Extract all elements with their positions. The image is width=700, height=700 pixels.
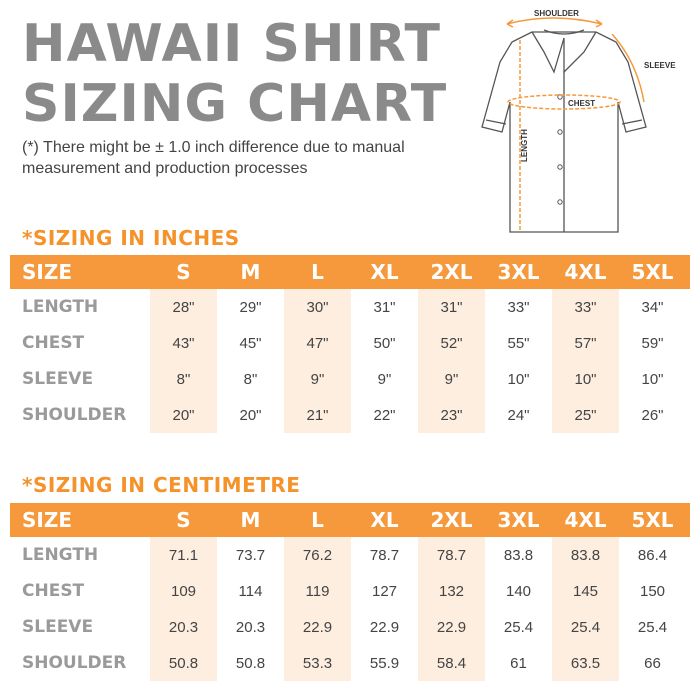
table-cell: 31" xyxy=(418,289,485,325)
table-cell: 33" xyxy=(507,298,530,316)
table-cell: 47" xyxy=(284,325,351,361)
table-cell: 20" xyxy=(239,406,262,424)
inches-section-title: *SIZING IN INCHES xyxy=(22,226,240,250)
header-size-5xl: 5XL xyxy=(631,508,674,532)
header-size-label: SIZE xyxy=(22,508,73,532)
table-cell: 10" xyxy=(641,370,664,388)
chest-label: CHEST xyxy=(568,99,596,108)
header-size-xl: XL xyxy=(370,260,399,284)
table-cell: 29" xyxy=(239,298,262,316)
table-cell: 109 xyxy=(150,573,217,609)
table-cell: 83.8 xyxy=(503,546,534,564)
table-cell: 76.2 xyxy=(284,537,351,573)
table-cell: 34" xyxy=(641,298,664,316)
table-cell: 73.7 xyxy=(235,546,266,564)
table-cell: 22.9 xyxy=(284,609,351,645)
page-title-line1: HAWAII SHIRT xyxy=(22,14,441,74)
header-size-5xl: 5XL xyxy=(631,260,674,284)
header-size-3xl: 3XL xyxy=(497,508,540,532)
header-size-3xl: 3XL xyxy=(497,260,540,284)
table-cell: 132 xyxy=(418,573,485,609)
table-cell: 140 xyxy=(505,582,532,600)
header-size-4xl: 4XL xyxy=(564,508,607,532)
table-cell: 25" xyxy=(552,397,619,433)
table-cell: 25.4 xyxy=(637,618,668,636)
table-cell: 20.3 xyxy=(150,609,217,645)
table-cell: 50.8 xyxy=(150,645,217,681)
table-cell: 20" xyxy=(150,397,217,433)
table-cell: 83.8 xyxy=(552,537,619,573)
row-label: LENGTH xyxy=(22,545,99,565)
inches-size-table xyxy=(10,255,690,433)
table-cell: 9" xyxy=(377,370,392,388)
table-cell: 21" xyxy=(284,397,351,433)
table-cell: 55.9 xyxy=(369,654,400,672)
table-cell: 61 xyxy=(510,654,527,672)
row-label: SHOULDER xyxy=(22,405,127,425)
table-cell: 59" xyxy=(641,334,664,352)
table-cell: 31" xyxy=(373,298,396,316)
row-label: SHOULDER xyxy=(22,653,127,673)
table-row-shoulder xyxy=(10,397,690,433)
table-cell: 114 xyxy=(238,582,263,600)
table-cell: 50" xyxy=(373,334,396,352)
table-row-chest xyxy=(10,573,690,609)
table-cell: 145 xyxy=(552,573,619,609)
table-cell: 30" xyxy=(284,289,351,325)
table-cell: 71.1 xyxy=(150,537,217,573)
table-cell: 119 xyxy=(284,573,351,609)
row-label: SLEEVE xyxy=(22,617,94,637)
page-title-line2: SIZING CHART xyxy=(22,74,448,134)
table-row-length xyxy=(10,289,690,325)
sleeve-label: SLEEVE xyxy=(644,61,676,70)
table-cell: 24" xyxy=(507,406,530,424)
centimetre-size-table xyxy=(10,503,690,681)
table-cell: 86.4 xyxy=(637,546,668,564)
table-row-length xyxy=(10,537,690,573)
table-cell: 22.9 xyxy=(369,618,400,636)
table-cell: 53.3 xyxy=(284,645,351,681)
table-cell: 50.8 xyxy=(235,654,266,672)
table-cell: 9" xyxy=(284,361,351,397)
table-cell: 20.3 xyxy=(235,618,266,636)
header-size-l: L xyxy=(311,508,324,532)
table-cell: 22" xyxy=(373,406,396,424)
table-cell: 33" xyxy=(552,289,619,325)
header-size-s: S xyxy=(176,260,191,284)
header-size-s: S xyxy=(176,508,191,532)
table-cell: 25.4 xyxy=(503,618,534,636)
table-cell: 58.4 xyxy=(418,645,485,681)
table-cell: 78.7 xyxy=(369,546,400,564)
table-cell: 8" xyxy=(150,361,217,397)
table-row-sleeve xyxy=(10,609,690,645)
table-cell: 127 xyxy=(371,582,398,600)
shoulder-arrow xyxy=(507,18,602,24)
header-size-xl: XL xyxy=(370,508,399,532)
table-cell: 52" xyxy=(418,325,485,361)
table-cell: 23" xyxy=(418,397,485,433)
header-size-4xl: 4XL xyxy=(564,260,607,284)
table-row-chest xyxy=(10,325,690,361)
table-cell: 9" xyxy=(418,361,485,397)
table-cell: 150 xyxy=(639,582,666,600)
row-label: LENGTH xyxy=(22,297,99,317)
table-cell: 66 xyxy=(644,654,661,672)
table-header-row xyxy=(10,255,690,289)
table-cell: 55" xyxy=(507,334,530,352)
table-cell: 8" xyxy=(243,370,258,388)
table-cell: 43" xyxy=(150,325,217,361)
table-row-sleeve xyxy=(10,361,690,397)
table-header-row xyxy=(10,503,690,537)
header-size-l: L xyxy=(311,260,324,284)
table-cell: 10" xyxy=(552,361,619,397)
table-cell: 28" xyxy=(150,289,217,325)
header-size-m: M xyxy=(240,508,261,532)
row-label: CHEST xyxy=(22,333,85,353)
row-label: CHEST xyxy=(22,581,85,601)
row-label: SLEEVE xyxy=(22,369,94,389)
measurement-note: (*) There might be ± 1.0 inch difference due to manual measurement and production processes xyxy=(22,139,405,177)
table-cell: 78.7 xyxy=(418,537,485,573)
length-label: LENGTH xyxy=(520,129,529,162)
table-cell: 45" xyxy=(239,334,262,352)
table-cell: 57" xyxy=(552,325,619,361)
shirt-diagram xyxy=(462,2,694,242)
header-size-2xl: 2XL xyxy=(430,260,473,284)
table-row-shoulder xyxy=(10,645,690,681)
header-size-m: M xyxy=(240,260,261,284)
table-cell: 22.9 xyxy=(418,609,485,645)
shoulder-label: SHOULDER xyxy=(534,9,579,18)
header-size-label: SIZE xyxy=(22,260,73,284)
shirt-outline xyxy=(482,30,646,232)
header-size-2xl: 2XL xyxy=(430,508,473,532)
table-cell: 25.4 xyxy=(552,609,619,645)
centimetre-section-title: *SIZING IN CENTIMETRE xyxy=(22,473,301,497)
table-cell: 26" xyxy=(641,406,664,424)
table-cell: 63.5 xyxy=(552,645,619,681)
table-cell: 10" xyxy=(507,370,530,388)
